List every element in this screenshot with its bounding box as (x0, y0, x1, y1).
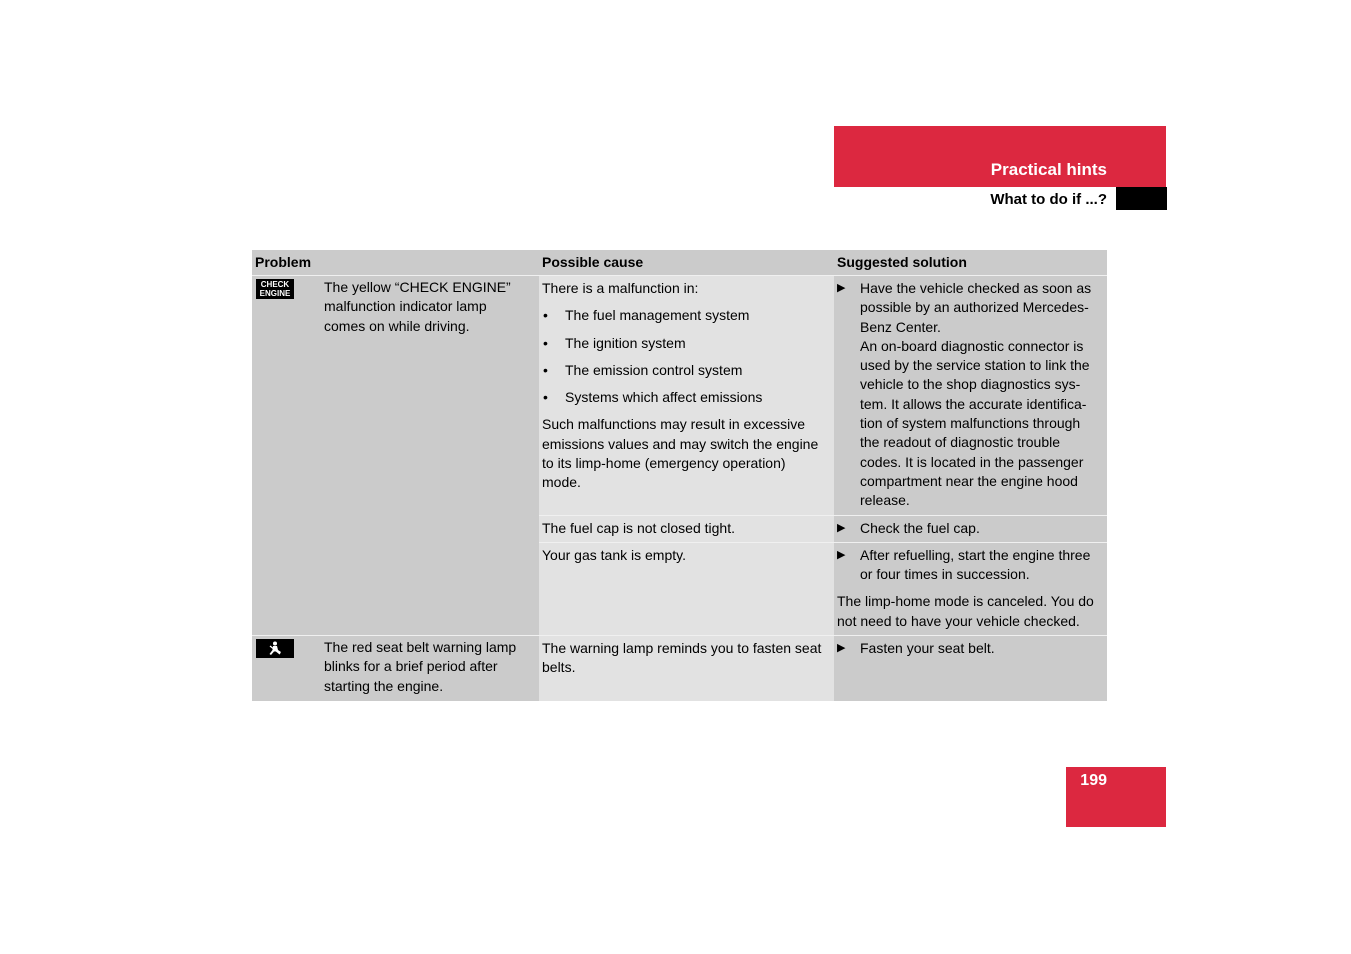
section-marker (1116, 187, 1167, 210)
solution-cell (834, 636, 1107, 701)
arrow-icon: ▶ (837, 548, 846, 561)
subsection-title: What to do if ...? (990, 191, 1107, 208)
list-item: • Systems which affect emissions (543, 389, 763, 406)
solution-step: Check the fuel cap. (860, 519, 980, 536)
problem-cell (252, 636, 539, 701)
cause-intro: There is a malfunction in: (542, 280, 699, 296)
arrow-icon: ▶ (837, 282, 846, 294)
seat-belt-warning-icon (256, 639, 294, 658)
problem-text: The red seat belt warning lamp blinks for a brief period after starting the engine. (324, 639, 517, 694)
cause-row (539, 543, 1107, 635)
problem-text: The yellow “CHECK ENGINE” malfunction indicator lamp comes on while driving. (324, 279, 511, 334)
cause-outro: Such malfunctions may result in excessive emissions values and may switch the engine to its limp-home (emergency operation) mode. (542, 416, 819, 491)
column-header-cause: Possible cause (542, 254, 644, 270)
list-item: • The fuel management system (543, 307, 750, 324)
solution-step: Have the vehicle checked as soon as possible by an authorized Mercedes-Benz Center. (860, 280, 1092, 335)
cause-list (539, 636, 1107, 701)
solution-cell (834, 543, 1107, 635)
solution-after: The limp-home mode is canceled. You do not need to have your vehicle checked. (837, 593, 1094, 629)
table-row (252, 635, 1107, 701)
solution-note: An on-board diagnostic connector is used by the service station to link the vehicle to the shop diagnostics sys-tem. It allows the accurate identifica-tion of system malfunctions through the readout of diagnostic trouble codes. It is located in the passenger compartment near the engine hood release. (860, 337, 1090, 509)
cause-list (539, 276, 1107, 635)
arrow-icon: ▶ (837, 642, 846, 655)
page-number: 199 (1080, 772, 1107, 789)
solution-step: After refuelling, start the engine three or four times in succession. (860, 546, 1091, 583)
cause-cell: The fuel cap is not closed tight. (539, 516, 834, 542)
solution-step: Fasten your seat belt. (860, 640, 995, 657)
column-header-solution: Suggested solution (837, 254, 967, 270)
cause-bullets (542, 306, 828, 407)
problem-cell (252, 276, 539, 635)
table-row (252, 276, 1107, 635)
cause-row (539, 276, 1107, 516)
cause-cell: Your gas tank is empty. (539, 543, 834, 635)
list-item: • The ignition system (543, 334, 686, 351)
table-header (252, 250, 1107, 276)
cause-cell: The warning lamp reminds you to fasten seat belts. (539, 636, 834, 701)
troubleshooting-table (252, 250, 1107, 701)
solution-cell (834, 516, 1107, 542)
solution-cell (834, 276, 1107, 515)
cause-cell (539, 276, 834, 515)
column-header-problem: Problem (255, 254, 312, 270)
check-engine-icon: CHECK ENGINE (256, 279, 294, 299)
cause-row (539, 516, 1107, 543)
arrow-icon: ▶ (837, 521, 846, 534)
section-title: Practical hints (990, 160, 1107, 179)
list-item: • The emission control system (543, 361, 743, 378)
